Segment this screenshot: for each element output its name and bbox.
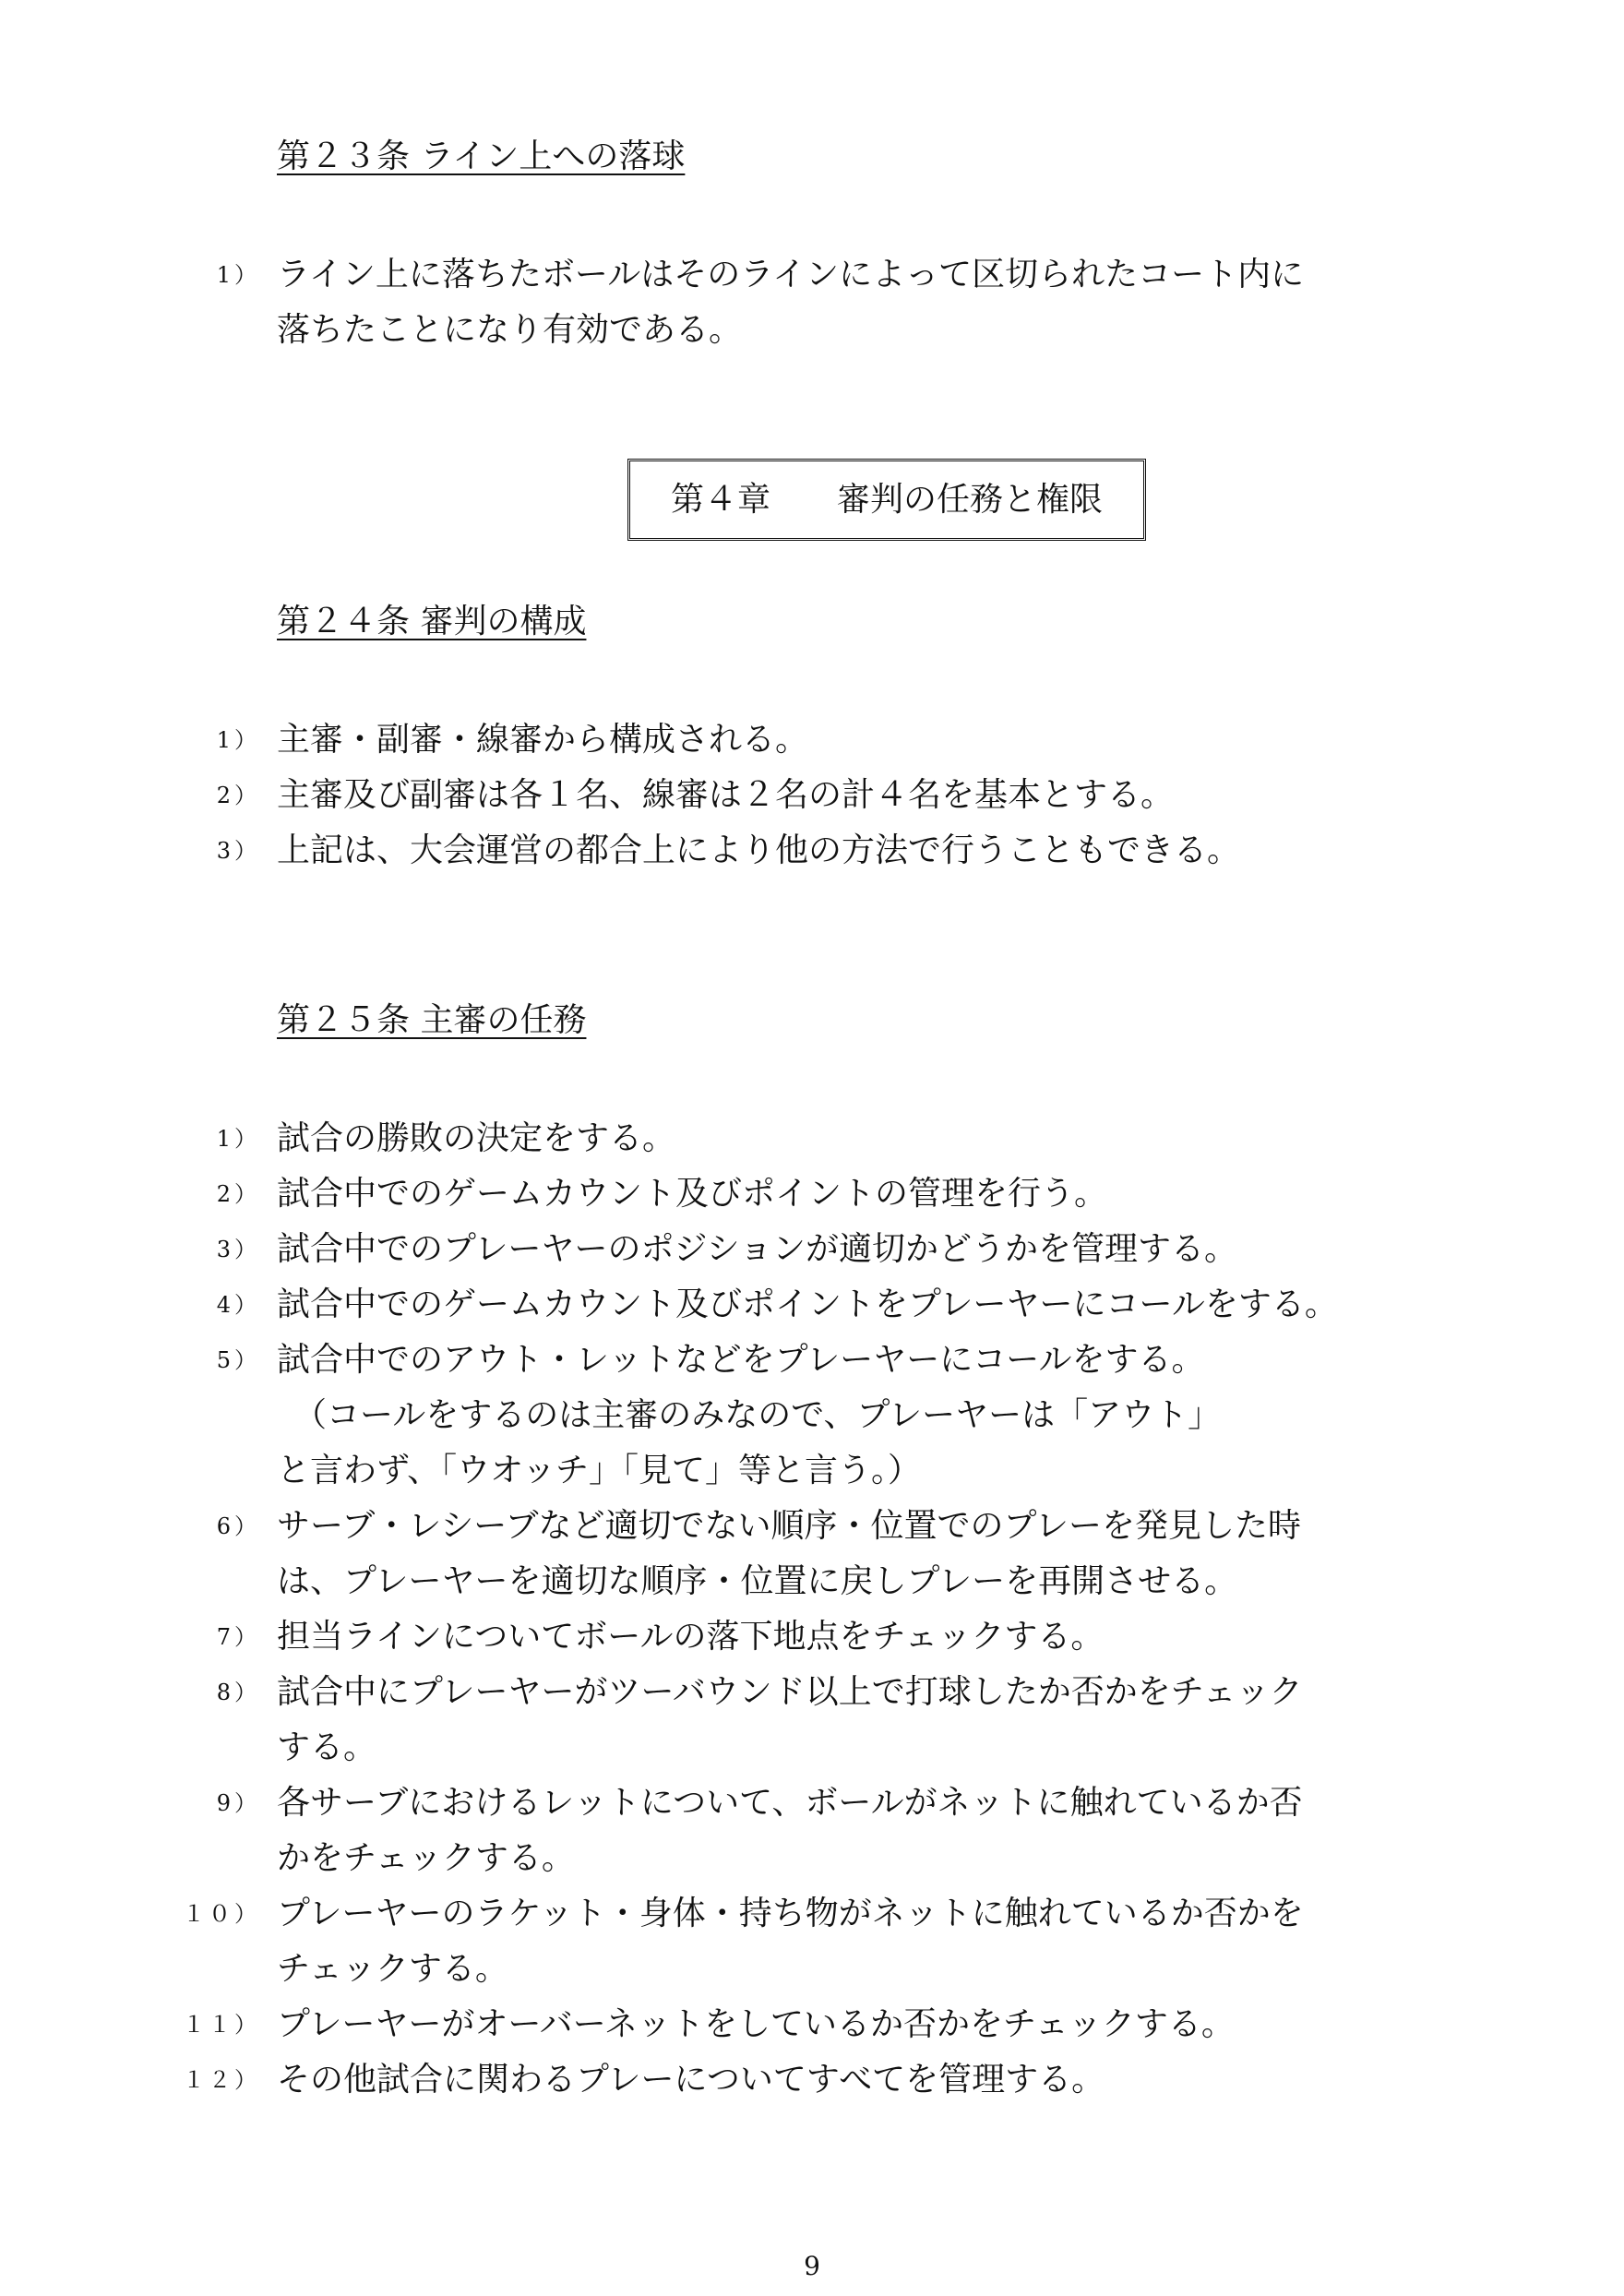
item-number: 8） bbox=[216, 1680, 260, 1705]
article-25-item-12 bbox=[0, 2052, 1624, 2108]
item-text: 主審及び副審は各１名、線審は２名の計４名を基本とする。 bbox=[277, 776, 1175, 814]
item-text-continuation: かをチェックする。 bbox=[277, 1839, 575, 1877]
article-25-item-3 bbox=[0, 1222, 1624, 1277]
article-24-title: 第２４条 審判の構成 bbox=[277, 603, 587, 640]
article-25-item-8 bbox=[0, 1665, 1624, 1720]
article-24-item-3 bbox=[0, 823, 1624, 879]
chapter-4-heading-box bbox=[627, 459, 1146, 541]
item-text: 各サーブにおけるレットについて、ボールがネットに触れているか否 bbox=[277, 1784, 1303, 1822]
item-text: 担当ラインについてボールの落下地点をチェックする。 bbox=[277, 1618, 1105, 1656]
page-number: 9 bbox=[804, 2251, 820, 2281]
item-number: 3） bbox=[216, 1237, 260, 1262]
item-text: 試合中でのゲームカウント及びポイントをプレーヤーにコールをする。 bbox=[277, 1286, 1338, 1323]
item-text: 試合中でのプレーヤーのポジションが適切かどうかを管理する。 bbox=[277, 1230, 1237, 1268]
item-number: 2） bbox=[216, 783, 260, 808]
chapter-4-title: 第４章 審判の任務と権限 bbox=[670, 480, 1103, 519]
article-25-item-4 bbox=[0, 1277, 1624, 1333]
article-24-item-1 bbox=[0, 712, 1624, 768]
item-number: 1） bbox=[216, 727, 260, 753]
item-number: 6） bbox=[216, 1513, 260, 1539]
item-text: その他試合に関わるプレーについてすべてを管理する。 bbox=[277, 2061, 1105, 2099]
item-number: 1） bbox=[216, 1126, 260, 1152]
article-25-item-10 bbox=[0, 1886, 1624, 1942]
item-number: 4） bbox=[216, 1292, 260, 1318]
item-number: 1） bbox=[216, 262, 260, 288]
article-25-title: 第２５条 主審の任務 bbox=[277, 1001, 587, 1039]
item-text-continuation: は、プレーヤーを適切な順序・位置に戻しプレーを再開させる。 bbox=[277, 1562, 1238, 1600]
item-text: 上記は、大会運営の都合上により他の方法で行うこともできる。 bbox=[277, 831, 1241, 869]
item-number: １１） bbox=[183, 2012, 260, 2038]
article-25-item-2 bbox=[0, 1166, 1624, 1222]
item-text: 試合中でのアウト・レットなどをプレーヤーにコールをする。 bbox=[277, 1341, 1205, 1379]
item-text-continuation: （コールをするのは主審のみなので、プレーヤーは「アウト」 bbox=[293, 1396, 1222, 1434]
item-text: ライン上に落ちたボールはそのラインによって区切られたコート内に bbox=[277, 256, 1305, 293]
article-23-title: 第２３条 ライン上への落球 bbox=[277, 138, 686, 175]
item-number: 9） bbox=[216, 1790, 260, 1816]
article-25-item-9 bbox=[0, 1776, 1624, 1831]
article-25-item-6 bbox=[0, 1499, 1624, 1554]
item-number: 2） bbox=[216, 1181, 260, 1207]
item-text-continuation: 落ちたことになり有効である。 bbox=[277, 311, 743, 349]
article-25-item-7 bbox=[0, 1609, 1624, 1665]
item-text: 主審・副審・線審から構成される。 bbox=[277, 721, 809, 759]
item-text: 試合中にプレーヤーがツーバウンド以上で打球したか否かをチェック bbox=[277, 1673, 1303, 1711]
item-number: 3） bbox=[216, 838, 260, 864]
article-25-item-11 bbox=[0, 1997, 1624, 2052]
item-number: １０） bbox=[183, 1901, 260, 1927]
item-text-continuation: と言わず、「ウオッチ」「見て」等と言う。） bbox=[277, 1452, 922, 1489]
item-text-continuation: する。 bbox=[277, 1728, 377, 1766]
article-24-item-2 bbox=[0, 768, 1624, 823]
article-25-item-5 bbox=[0, 1333, 1624, 1388]
article-23-item-1 bbox=[0, 247, 1624, 303]
item-text: 試合中でのゲームカウント及びポイントの管理を行う。 bbox=[277, 1175, 1108, 1213]
item-text: 試合の勝敗の決定をする。 bbox=[277, 1119, 676, 1157]
item-text-continuation: チェックする。 bbox=[277, 1950, 508, 1988]
item-text: サーブ・レシーブなど適切でない順序・位置でのプレーを発見した時 bbox=[277, 1507, 1302, 1545]
item-number: １２） bbox=[183, 2067, 260, 2093]
item-text: プレーヤーのラケット・身体・持ち物がネットに触れているか否かを bbox=[277, 1895, 1304, 1932]
item-text: プレーヤーがオーバーネットをしているか否かをチェックする。 bbox=[277, 2005, 1235, 2043]
item-number: 7） bbox=[216, 1624, 260, 1650]
item-number: 5） bbox=[216, 1347, 260, 1373]
article-25-item-1 bbox=[0, 1111, 1624, 1166]
